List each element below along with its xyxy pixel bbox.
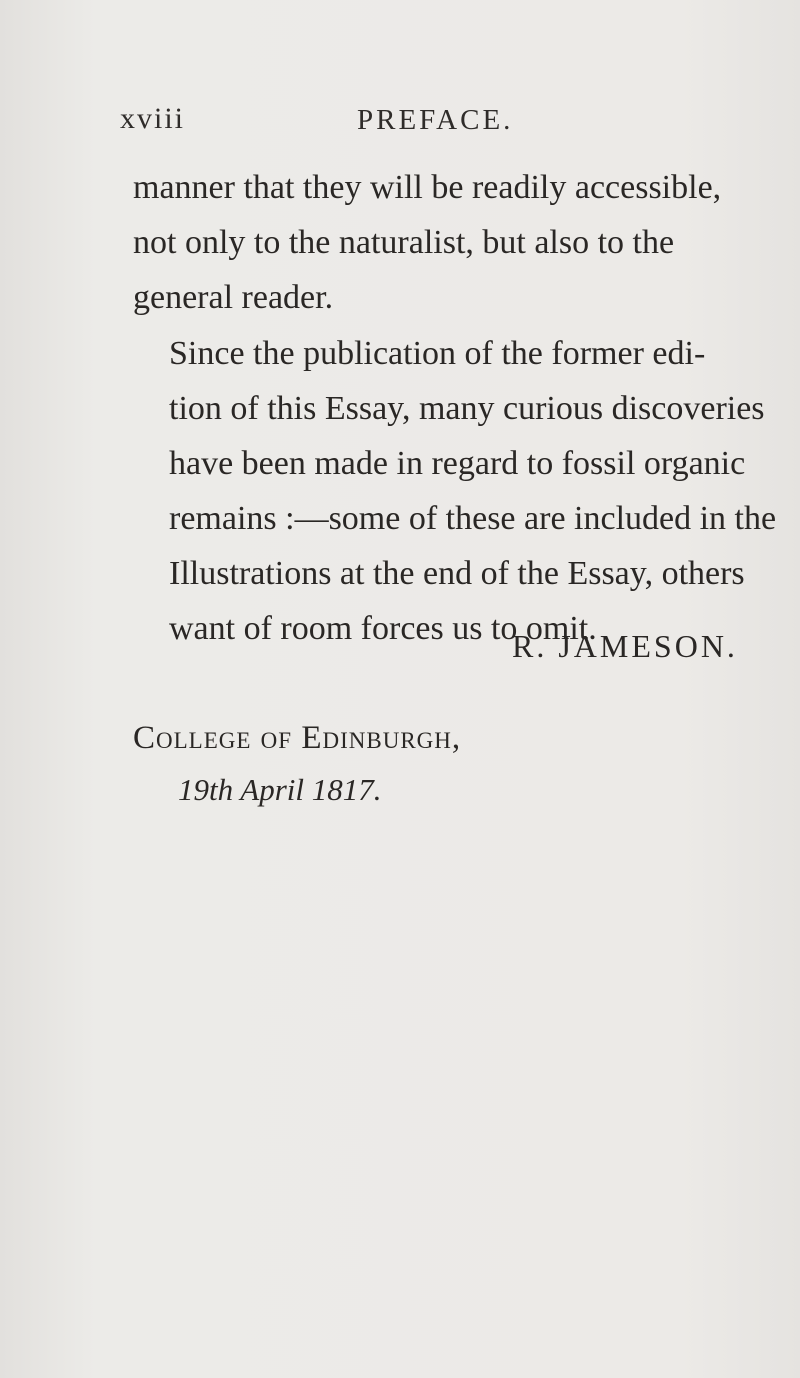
text-line: Illustrations at the end of the Essay, others — [169, 555, 745, 592]
text-line: want of room forces us to omit. — [169, 610, 597, 647]
text-line: not only to the naturalist, but also to the — [133, 224, 675, 261]
text-line: tion of this Essay, many curious discoveries — [169, 390, 765, 427]
page-header — [120, 102, 740, 142]
paragraph-2 — [133, 326, 777, 656]
text-line: general reader. — [133, 279, 334, 316]
page-number: xviii — [120, 102, 186, 135]
author-signature: R. JAMESON. — [512, 628, 738, 664]
date-line: 19th April 1817. — [178, 772, 382, 807]
text-line: Since the publication of the former edi- — [169, 335, 706, 372]
text-line: remains :—some of these are included in the — [169, 500, 777, 537]
paragraph-1 — [133, 160, 743, 325]
running-head: PREFACE. — [357, 104, 514, 136]
place-line: College of Edinburgh, — [133, 720, 462, 756]
text-line: have been made in regard to fossil organic — [169, 445, 746, 482]
text-line: manner that they will be readily accessible, — [133, 169, 722, 206]
